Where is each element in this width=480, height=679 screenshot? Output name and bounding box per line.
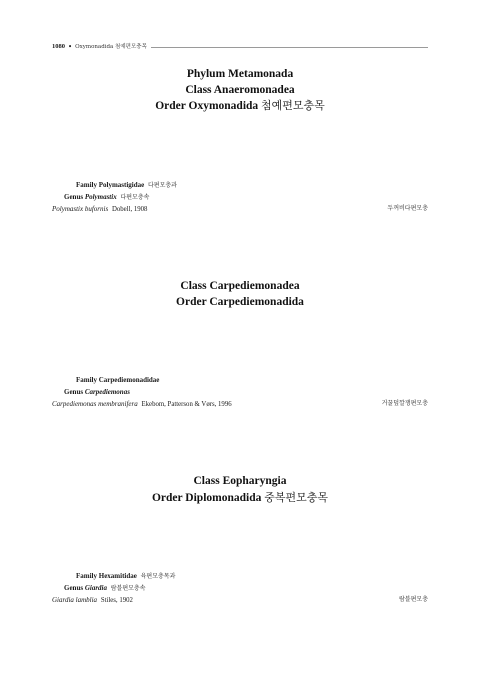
genus-row (52, 582, 428, 594)
genus-name: Giardia (84, 584, 107, 592)
family-korean-name: 육편모충목과 (140, 573, 176, 580)
page-number: 1080 (52, 43, 65, 50)
section-heading-eopharyngia (52, 474, 428, 506)
species-korean-name: 두꺼비다편모충 (387, 205, 428, 212)
heading-order-korean: 첨예편모충목 (261, 99, 325, 112)
heading-class: Class Anaeromonadea (185, 83, 295, 96)
taxon-block-hexamitidae (52, 570, 428, 606)
family-label: Family (76, 376, 97, 384)
species-row (52, 203, 428, 215)
species-name: Carpediemonas membranifera (52, 400, 138, 408)
heading-class: Class Eopharyngia (193, 475, 287, 487)
genus-row (52, 386, 428, 398)
heading-order: Order Diplomonadida (151, 491, 262, 504)
running-header (52, 42, 428, 52)
heading-order: Order Carpediemonadida (176, 295, 304, 308)
species-author: Stiles, 1902 (100, 597, 133, 604)
species-author: Ekebom, Patterson & Vørs, 1996 (141, 401, 232, 408)
heading-order-line (52, 98, 428, 115)
family-korean-name: 다편모충과 (148, 182, 177, 189)
genus-row (52, 191, 428, 203)
genus-korean-name: 다편모충속 (120, 194, 150, 201)
taxon-block-carpediemonadidae (52, 374, 428, 410)
taxon-block-polymastigidae (52, 179, 428, 215)
section-heading-carpediemonadea (52, 279, 428, 310)
section-heading-metamonada (52, 67, 428, 115)
genus-name: Carpediemonas (84, 388, 130, 396)
running-header-title: Oxymonadida 첨예편모충목 (75, 44, 147, 50)
species-name: Giardia lamblia (52, 596, 98, 604)
heading-order: Order Oxymonadida (155, 100, 259, 112)
heading-order-line (52, 490, 428, 507)
species-row (52, 594, 428, 606)
header-rule (151, 47, 428, 48)
genus-label: Genus (64, 193, 84, 201)
family-name: Carpediemonadidae (98, 376, 160, 384)
family-name: Polymastigidae (98, 181, 145, 189)
family-row (52, 374, 428, 386)
family-row (52, 570, 428, 582)
genus-label: Genus (64, 584, 84, 592)
genus-name: Polymastix (84, 193, 117, 201)
family-label: Family (76, 572, 97, 580)
species-name: Polymastix bufornis (52, 205, 109, 213)
genus-label: Genus (64, 388, 84, 396)
species-row (52, 398, 428, 410)
heading-class: Class Carpediemonadea (180, 280, 300, 292)
species-author: Dobell, 1908 (111, 206, 148, 213)
species-korean-name: 거꿀덮깔쟁편모충 (381, 400, 428, 407)
family-name: Hexamitidae (98, 572, 137, 580)
family-label: Family (76, 181, 97, 189)
heading-phylum: Phylum Metamonada (186, 68, 294, 80)
heading-order-korean: 중복편모충목 (264, 490, 328, 504)
species-korean-name: 람블편모충 (399, 596, 428, 603)
header-bullet: • (68, 43, 73, 51)
genus-korean-name: 람블편모충속 (110, 585, 146, 592)
family-row (52, 179, 428, 191)
